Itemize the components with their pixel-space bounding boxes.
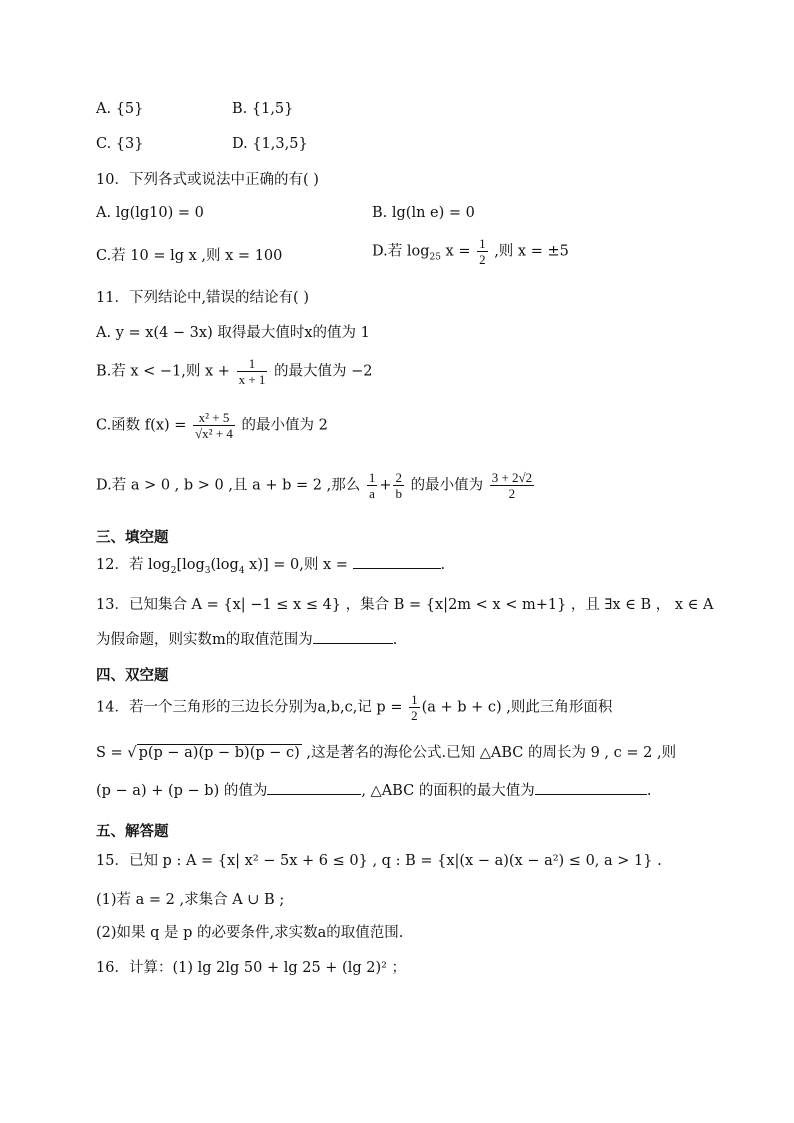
q11-option-d (96, 470, 536, 501)
section-heading-solve: 五、解答题 (96, 824, 169, 840)
q11-d-fraction-1 (367, 470, 378, 501)
q10-option-a: A. lg(lg10) = 0 (96, 205, 204, 221)
q10-d-prefix: D.若 log (372, 243, 430, 260)
q14-answer-blank-2[interactable] (535, 780, 647, 795)
q15-part-1: (1)若 a = 2 ,求集合 A ∪ B ; (96, 892, 285, 908)
q10-d-suffix: ,则 x = ±5 (494, 243, 569, 260)
q12-mid-2: (log (210, 557, 239, 573)
q10-option-b: B. lg(ln e) = 0 (372, 205, 475, 221)
q11-d-prefix: D.若 a > 0 , b > 0 ,且 a + b = 2 ,那么 (96, 477, 361, 494)
q14-l1-prefix: 14．若一个三角形的三边长分别为a,b,c,记 p = (96, 699, 403, 716)
q10-stem: 10．下列各式或说法中正确的有( ) (96, 172, 319, 188)
q14-answer-blank-1[interactable] (267, 780, 361, 795)
q14-l2-radicand: p(p − a)(p − b)(p − c) (138, 745, 300, 761)
q10-d-numerator: 1 (479, 236, 486, 251)
q14-line-3 (96, 780, 651, 802)
q12-mid-3: x)] = 0,则 x = (244, 557, 348, 573)
q11-d-fraction-2 (393, 470, 404, 501)
q11-b-suffix: 的最大值为 −2 (274, 363, 373, 380)
q11-c-suffix: 的最小值为 2 (241, 417, 328, 434)
q14-l1-denominator: 2 (411, 708, 418, 723)
q11-stem: 11．下列结论中,错误的结论有( ) (96, 290, 309, 306)
q10-d-subscript: 25 (429, 252, 441, 263)
q13-line-2-text: 为假命题，则实数m的取值范围为 (96, 632, 313, 648)
q10-option-c: C.若 10 = lg x ,则 x = 100 (96, 248, 283, 264)
q14-line-2 (96, 742, 676, 764)
q11-d-plus: + (379, 477, 392, 494)
q14-l1-numerator: 1 (411, 692, 418, 707)
q11-option-b (96, 356, 373, 387)
q11-option-a: A. y = x(4 − 3x) 取得最大值时x的值为 1 (96, 325, 370, 341)
q10-option-d (372, 236, 569, 268)
q14-l2-prefix: S = (96, 745, 123, 761)
q15-part-2: (2)如果 q 是 p 的必要条件,求实数a的取值范围. (96, 925, 404, 941)
q11-b-numerator: 1 (237, 356, 268, 372)
q12 (96, 554, 445, 582)
q15-stem: 15．已知 p : A = {x| x² − 5x + 6 ≤ 0} , q : B = {x|(x − a)(x − a²) ≤ 0, a > 1} . (96, 853, 662, 869)
q13-answer-blank[interactable] (313, 629, 393, 644)
q10-d-mid: x = (440, 243, 471, 260)
q12-mid-1: [log (176, 557, 205, 573)
sqrt-sign-icon: √ (127, 745, 137, 761)
q12-prefix: 12．若 log (96, 557, 171, 573)
q11-c-fraction (193, 410, 235, 441)
q14-l1-fraction (409, 692, 420, 723)
q12-sub-1: 2 (170, 565, 177, 576)
q11-d-f2-denominator: b (395, 486, 402, 501)
q9-option-b: B. {1,5} (232, 101, 294, 117)
q12-answer-blank[interactable] (353, 554, 441, 569)
q11-b-fraction (237, 356, 268, 387)
q11-d-f3-denominator: 2 (508, 486, 516, 501)
q13-line-1: 13．已知集合 A = {x| −1 ≤ x ≤ 4} ，集合 B = {x|2m < x < m+1} ，且 ∃x ∈ B ， x ∈ A (96, 597, 714, 613)
q12-end: . (440, 557, 446, 573)
q9-option-c: C. {3} (96, 136, 144, 152)
q11-d-f1-denominator: a (369, 486, 375, 501)
q14-l3-end: . (646, 783, 652, 799)
q11-c-prefix: C.函数 f(x) = (96, 417, 187, 434)
q13-end: . (392, 632, 398, 648)
q11-d-f3-numerator: 3 + 2√2 (491, 470, 533, 485)
q9-option-d: D. {1,3,5} (232, 136, 308, 152)
q11-d-fraction-3 (490, 470, 534, 501)
q11-d-mid: 的最小值为 (410, 477, 484, 494)
q11-d-f2-numerator: 2 (395, 470, 402, 485)
q14-l3-mid: , △ABC 的面积的最大值为 (361, 783, 535, 799)
q9-option-a: A. {5} (96, 101, 144, 117)
q14-l1-suffix: (a + b + c) ,则此三角形面积 (421, 699, 613, 716)
section-heading-double-blank: 四、双空题 (96, 668, 169, 684)
q10-d-fraction (477, 236, 488, 267)
q16-stem: 16．计算：(1) lg 2lg 50 + lg 25 + (lg 2)² ； (96, 960, 407, 976)
q12-sub-3: 4 (238, 565, 245, 576)
q14-l2-suffix: ,这是著名的海伦公式.已知 △ABC 的周长为 9 , c = 2 ,则 (306, 745, 677, 761)
q11-d-f1-numerator: 1 (368, 470, 376, 485)
q12-sub-2: 3 (204, 565, 211, 576)
q14-line-1 (96, 692, 612, 723)
q11-c-denominator: √x² + 4 (195, 426, 233, 441)
q10-d-denominator: 2 (479, 252, 486, 267)
q11-option-c (96, 410, 328, 441)
q11-b-denominator: x + 1 (238, 372, 266, 387)
q14-l3-prefix: (p − a) + (p − b) 的值为 (96, 783, 268, 799)
q11-c-numerator: x² + 5 (193, 410, 235, 426)
q11-b-prefix: B.若 x < −1,则 x + (96, 363, 230, 380)
section-heading-fill-blank: 三、填空题 (96, 530, 169, 546)
q13-line-2 (96, 629, 397, 651)
